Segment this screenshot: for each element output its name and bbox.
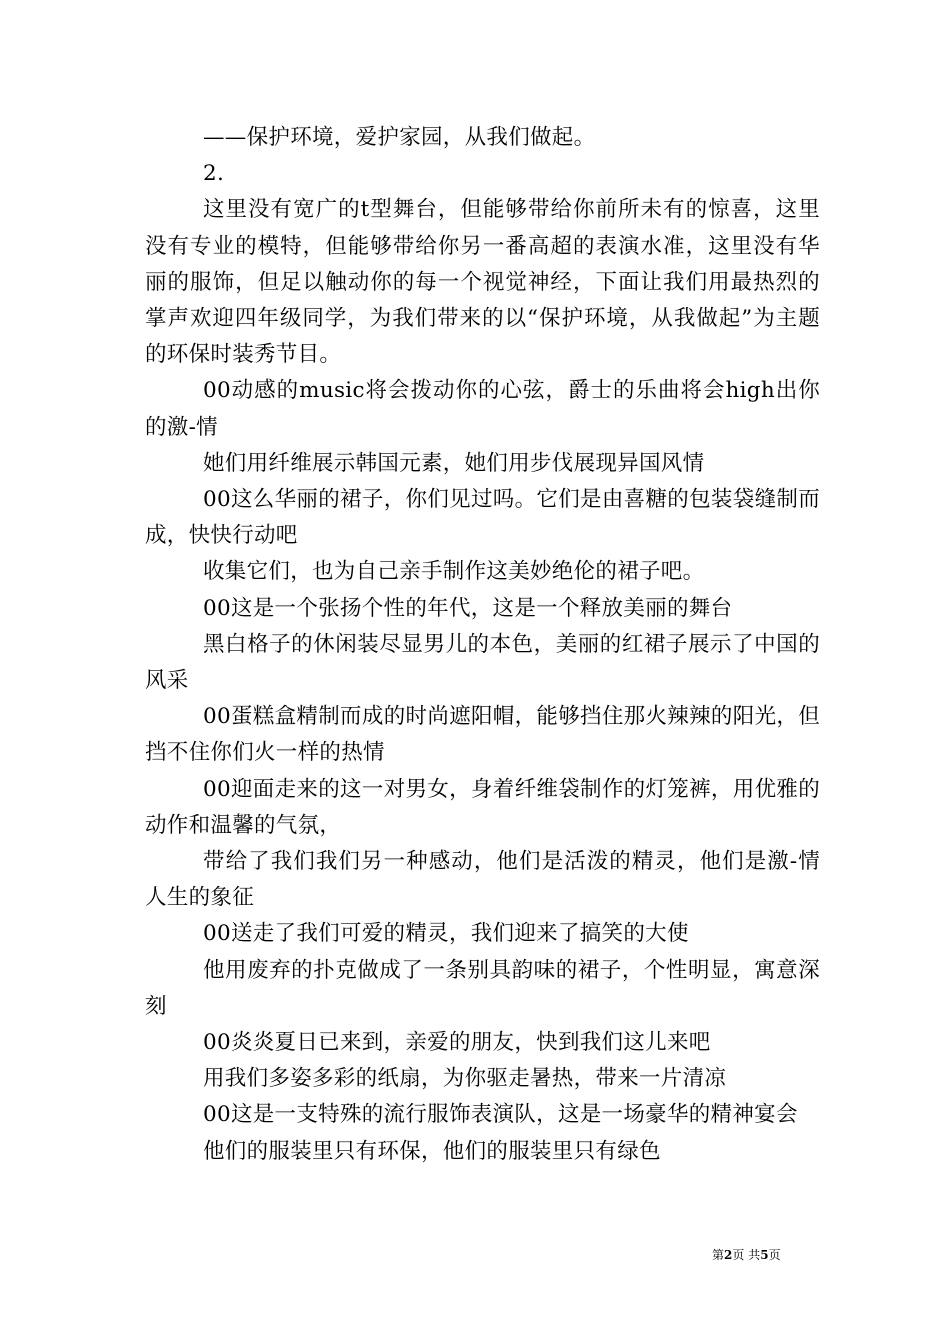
paragraph: 收集它们，也为自己亲手制作这美妙绝伦的裙子吧。: [203, 559, 705, 585]
paragraph: 00这是一个张扬个性的年代，这是一个释放美丽的舞台: [203, 595, 733, 621]
section-number: 2.: [203, 161, 225, 187]
paragraph: 00蛋糕盒精制而成的时尚遮阳帽，能够挡住那火辣辣的阳光，但挡不住你们火一样的热情: [145, 704, 820, 766]
paragraph: 00送走了我们可爱的精灵，我们迎来了搞笑的大使: [203, 921, 689, 947]
paragraph: 他用废弃的扑克做成了一条别具韵味的裙子，个性明显，寓意深刻: [145, 957, 820, 1019]
paragraph: 00这么华丽的裙子，你们见过吗。它们是由喜糖的包装袋缝制而成，快快行动吧: [145, 487, 820, 549]
paragraph: 用我们多姿多彩的纸扇，为你驱走暑热，带来一片清凉: [203, 1066, 727, 1092]
footer-suffix: 页: [768, 1248, 781, 1262]
total-pages-number: 5: [760, 1248, 769, 1262]
paragraph: 带给了我们我们另一种感动，他们是活泼的精灵，他们是激-情人生的象征: [145, 849, 820, 911]
paragraph: 黑白格子的休闲装尽显男儿的本色，美丽的红裙子展示了中国的风采: [145, 631, 820, 694]
paragraph: 他们的服装里只有环保，他们的服装里只有绿色: [203, 1138, 661, 1164]
paragraph: 这里没有宽广的t型舞台，但能够带给你前所未有的惊喜，这里没有专业的模特，但能够带给你另一番高超的表演水准，这里没有华丽的服饰，但足以触动你的每一个视觉神经，下面让我们用最热烈的掌声欢迎四年级同学，为我们带来的以“保护环境，从我做起”为主题的环保时装秀节目。: [145, 197, 820, 368]
footer-middle: 页 共: [732, 1248, 761, 1262]
document-body: [145, 120, 820, 1170]
paragraph: 00迎面走来的这一对男女，身着纤维袋制作的灯笼裤，用优雅的动作和温馨的气氛，: [145, 776, 820, 838]
paragraph: 她们用纤维展示韩国元素，她们用步伐展现异国风情: [203, 450, 705, 476]
paragraph: ——保护环境，爱护家园，从我们做起。: [203, 125, 596, 150]
paragraph: 00这是一支特殊的流行服饰表演队，这是一场豪华的精神宴会: [203, 1102, 798, 1128]
footer-prefix: 第: [712, 1248, 725, 1262]
page-number-footer: [712, 1247, 781, 1263]
current-page-number: 2: [724, 1248, 733, 1262]
paragraph: 00动感的music将会拨动你的心弦，爵士的乐曲将会high出你的激-情: [145, 378, 820, 440]
paragraph: 00炎炎夏日已来到，亲爱的朋友，快到我们这儿来吧: [203, 1030, 711, 1056]
